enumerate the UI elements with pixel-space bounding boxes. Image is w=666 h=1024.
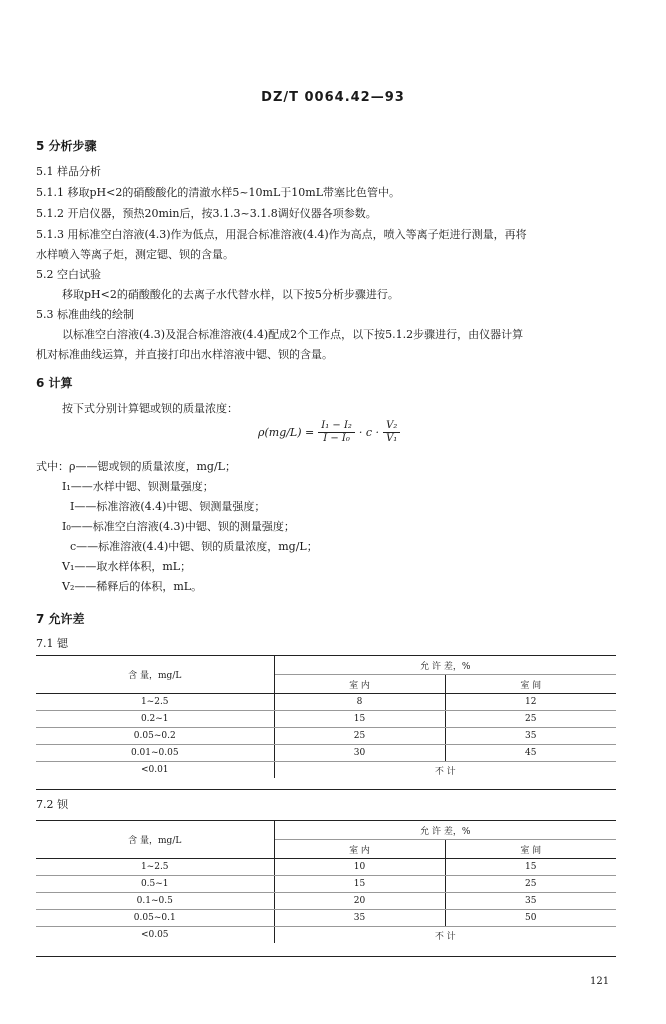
col-between-header: 室 间: [445, 840, 616, 859]
cell-in: 15: [274, 876, 445, 893]
formula-frac1-numerator: I₁ − I₂: [318, 420, 355, 433]
cell-not-counted: 不 计: [434, 766, 456, 777]
section-5-1-3-line1: 5.1.3 用标准空白溶液(4.3)作为低点，用混合标准溶液(4.4)作为高点，喷入等离子炬进行测量，再将: [36, 228, 527, 241]
cell-range: 0.01~0.05: [36, 745, 274, 762]
table-row: [36, 745, 616, 762]
cell-range: 0.2~1: [36, 711, 274, 728]
cell-not-counted: 不 计: [434, 931, 456, 942]
cell-range: <0.05: [36, 927, 274, 944]
col-content-header: 含 量，mg/L: [36, 821, 274, 859]
table-row: [36, 656, 616, 675]
col-content-header: 含 量，mg/L: [36, 656, 274, 694]
cell-in: 35: [274, 910, 445, 927]
table-row: [36, 694, 616, 711]
section-7-1-title: 7.1 锶: [36, 637, 68, 650]
where-line: I₁——水样中锶、钡测量强度；: [62, 480, 214, 493]
col-in-header: 室 内: [274, 675, 445, 694]
section-6-title: 6 计算: [36, 376, 73, 390]
table-row: [36, 821, 616, 840]
table-row: [36, 728, 616, 745]
section-5-3-line2: 机对标准曲线运算，并直接打印出水样溶液中锶、钡的含量。: [36, 348, 333, 361]
cell-range: 1~2.5: [36, 859, 274, 876]
section-7-2-title: 7.2 钡: [36, 798, 68, 811]
where-line: V₁——取水样体积，mL；: [62, 560, 192, 573]
section-5-2-title: 5.2 空白试验: [36, 268, 101, 281]
col-in-header: 室 内: [274, 840, 445, 859]
section-5-1-2: 5.1.2 开启仪器，预热20min后，按3.1.3~3.1.8调好仪器各项参数。: [36, 207, 377, 220]
where-line: V₂——稀释后的体积，mL。: [62, 580, 203, 593]
table-row: [36, 762, 616, 779]
table-row: [36, 711, 616, 728]
cell-range: 0.05~0.1: [36, 910, 274, 927]
table-row: [36, 927, 616, 944]
cell-between: 45: [445, 745, 616, 762]
cell-range: 0.05~0.2: [36, 728, 274, 745]
formula-frac1-denominator: I − I₀: [323, 433, 350, 444]
table-sr-allowance: [36, 656, 616, 778]
concentration-formula: [258, 420, 400, 445]
section-5-1-title: 5.1 样品分析: [36, 165, 101, 178]
cell-range: 1~2.5: [36, 694, 274, 711]
formula-lhs: ρ(mg/L) =: [258, 426, 315, 439]
cell-in: 15: [274, 711, 445, 728]
table-row: [36, 876, 616, 893]
formula-frac2-numerator: V₂: [383, 420, 400, 433]
cell-range: <0.01: [36, 762, 274, 779]
table-row: [36, 910, 616, 927]
formula-fraction-intensity: [318, 420, 355, 445]
section-5-3-title: 5.3 标准曲线的绘制: [36, 308, 134, 321]
cell-range: 0.5~1: [36, 876, 274, 893]
section-7-title: 7 允许差: [36, 612, 85, 626]
cell-between: 15: [445, 859, 616, 876]
formula-fraction-volume: [383, 420, 400, 445]
section-5-2-text: 移取pH<2的硝酸酸化的去离子水代替水样，以下按5分析步骤进行。: [62, 288, 399, 301]
section-5-title: 5 分析步骤: [36, 139, 97, 153]
formula-frac2-denominator: V₁: [386, 433, 398, 444]
col-between-header: 室 间: [445, 675, 616, 694]
col-allow-header: 允 许 差，%: [274, 821, 616, 840]
cell-in: 30: [274, 745, 445, 762]
page-number: 121: [590, 976, 610, 987]
table-row: [36, 893, 616, 910]
where-line: I——标准溶液(4.4)中锶、钡测量强度；: [70, 500, 266, 513]
section-5-1-3-line2: 水样喷入等离子炬，测定锶、钡的含量。: [36, 248, 234, 261]
section-5-3-line1: 以标准空白溶液(4.3)及混合标准溶液(4.4)配成2个工作点，以下按5.1.2步骤进行，由仪器计算: [62, 328, 524, 341]
where-line: I₀——标准空白溶液(4.3)中锶、钡的测量强度；: [62, 520, 295, 533]
table-ba-bottom-rule: [36, 956, 616, 957]
cell-in: 20: [274, 893, 445, 910]
section-5-1-1: 5.1.1 移取pH<2的硝酸酸化的清澈水样5~10mL于10mL带塞比色管中。: [36, 186, 401, 199]
cell-between: 25: [445, 711, 616, 728]
cell-in: 8: [274, 694, 445, 711]
table-row: [36, 859, 616, 876]
cell-between: 35: [445, 728, 616, 745]
standard-header: DZ/T 0064.42—93: [261, 90, 405, 105]
table-sr-bottom-rule: [36, 789, 616, 790]
where-line: c——标准溶液(4.4)中锶、钡的质量浓度，mg/L；: [70, 540, 318, 553]
formula-mid: · c ·: [358, 426, 380, 439]
where-line: 式中：ρ——锶或钡的质量浓度，mg/L；: [36, 460, 236, 473]
section-6-intro: 按下式分别计算锶或钡的质量浓度：: [62, 402, 238, 415]
cell-in: 25: [274, 728, 445, 745]
cell-between: 50: [445, 910, 616, 927]
cell-between: 12: [445, 694, 616, 711]
cell-in: 10: [274, 859, 445, 876]
cell-range: 0.1~0.5: [36, 893, 274, 910]
table-ba-allowance: [36, 821, 616, 943]
col-allow-header: 允 许 差，%: [274, 656, 616, 675]
cell-between: 35: [445, 893, 616, 910]
cell-between: 25: [445, 876, 616, 893]
